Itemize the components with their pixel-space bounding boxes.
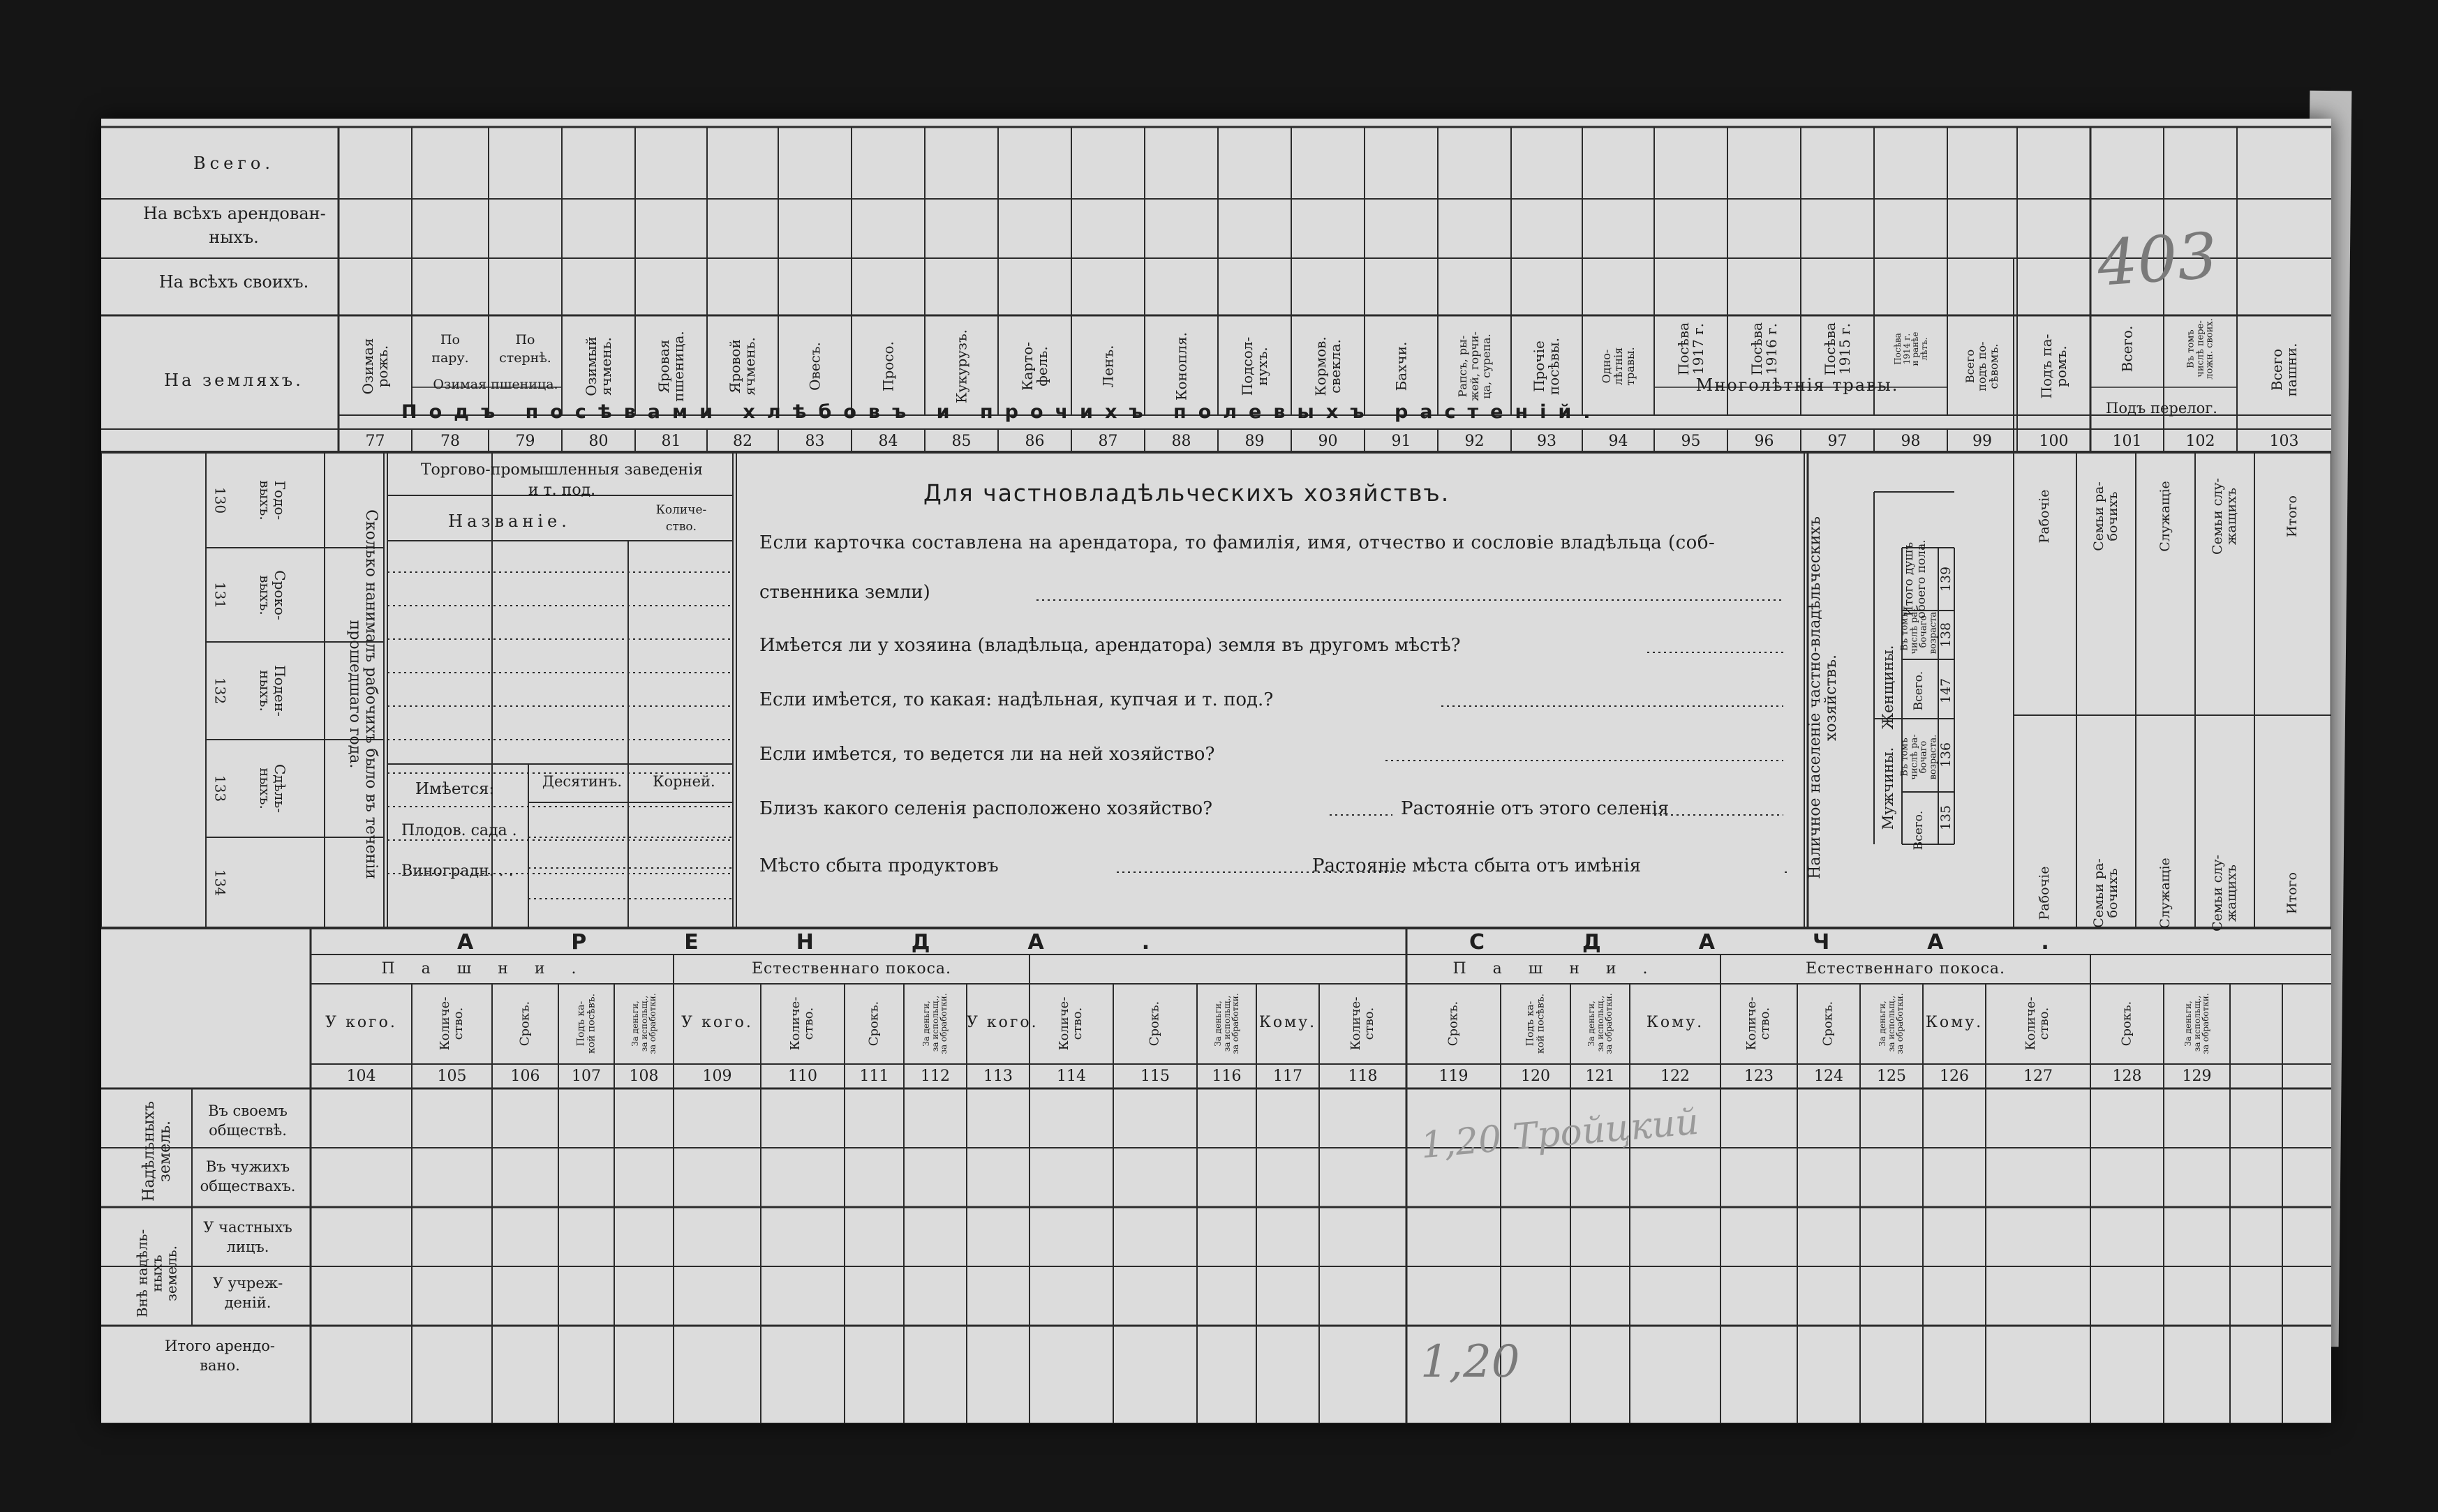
lease-number-106: 106 [510, 1068, 540, 1085]
livestock-label-132: Поден- ныхъ. [257, 665, 288, 717]
livestock-number-130: 130 [211, 486, 229, 514]
private-farms-title: Для частновладѣльческихъ хозяйствъ. [923, 479, 1450, 507]
crop-number-79: 79 [515, 433, 535, 450]
livestock-number-134: 134 [211, 869, 229, 897]
crop-column-85: Кукурузъ. [953, 329, 969, 404]
desyatin-header: Десятинъ. [542, 773, 623, 790]
lease-number-110: 110 [788, 1068, 817, 1085]
crop-column-97: Посѣва 1915 г. [1821, 322, 1853, 375]
livestock-number-131: 131 [211, 581, 229, 608]
lease-number-118: 118 [1348, 1068, 1378, 1085]
row-label-own: На всѣхъ своихъ. [158, 272, 309, 292]
pop-men-total: Всего. [1912, 810, 1926, 851]
crop-number-81: 81 [661, 433, 681, 450]
crop-number-78: 78 [440, 433, 460, 450]
crop-column-82: Яровой ячмень. [727, 337, 758, 396]
crop-number-98: 98 [1901, 433, 1921, 450]
lease-col-123: Количе- ство. [1744, 996, 1772, 1051]
group-label-fallow: Подъ перелог. [2106, 400, 2217, 417]
crop-column-88: Конопля. [1173, 332, 1189, 401]
hired-workers-label: Сколько нанималъ рабочихъ было въ теченіи прошедшаго года. [346, 509, 380, 879]
question-owner-cont: ственника земли) [759, 582, 930, 603]
lease-col-122: Кому. [1646, 1014, 1704, 1031]
crop-column-90: Кормов. свекла. [1311, 336, 1344, 396]
lease-col-120: Подъ ка- кой посѣвъ. [1524, 993, 1546, 1054]
crop-number-102: 102 [2185, 433, 2215, 450]
lease-col-105: Количе- ство. [437, 996, 466, 1051]
crop-number-77: 77 [365, 433, 385, 450]
lease-col-108: За деньги, за испольщ., за обработки. [630, 993, 657, 1054]
crop-column-93: Прочіе посѣвы. [1531, 337, 1562, 396]
crop-number-96: 96 [1754, 433, 1774, 450]
lease-number-120: 120 [1521, 1068, 1550, 1085]
group-allotment-lands: Надѣльныхъ земель. [140, 1101, 174, 1202]
worker-col-top-2: Служащіе [2157, 481, 2173, 552]
crop-number-91: 91 [1391, 433, 1411, 450]
pop-number-138: 138 [1938, 622, 1954, 648]
crop-number-92: 92 [1464, 433, 1485, 450]
crop-number-103: 103 [2269, 433, 2299, 450]
lease-number-127: 127 [2023, 1068, 2053, 1085]
pop-number-147: 147 [1938, 678, 1954, 704]
crop-number-84: 84 [878, 433, 898, 450]
lease-number-113: 113 [983, 1068, 1013, 1085]
crop-number-100: 100 [2039, 433, 2069, 450]
crop-column-92: Рапсъ, ры- жей, горчи- ца, сурепа. [1455, 331, 1492, 401]
question-village: Близъ какого селенія расположено хозяйство? [759, 798, 1213, 819]
worker-col-bottom-0: Рабочіе [2037, 866, 2053, 920]
lease-col-119: Срокъ. [1445, 1001, 1461, 1047]
question-land-type: Если имѣется, то какая: надѣльная, купчая и т. под.? [759, 689, 1274, 710]
lease-number-124: 124 [1814, 1068, 1843, 1085]
handwritten-sheet-number: 403 [2095, 219, 2220, 301]
crop-column-83: Овесъ. [806, 342, 823, 391]
lease-number-111: 111 [859, 1068, 889, 1085]
lease-col-125: За деньги, за испольщ., за обработки. [1878, 993, 1905, 1054]
crop-number-95: 95 [1681, 433, 1701, 450]
lease-col-129: За деньги, за испольщ., за обработки. [2183, 993, 2210, 1054]
lease-number-105: 105 [437, 1068, 467, 1085]
lease-number-125: 125 [1877, 1068, 1906, 1085]
lease-col-126: Кому. [1925, 1014, 1984, 1031]
lease-subgroup-2: Пашни. [1452, 960, 1674, 978]
lease-col-113: У кого. [967, 1014, 1039, 1031]
pop-men-label: Мужчины. [1879, 747, 1896, 830]
question-village-distance: Растояніе отъ этого селенія [1401, 798, 1670, 819]
lease-number-119: 119 [1439, 1068, 1469, 1085]
census-card [101, 119, 2331, 1423]
row-label-rented: На всѣхъ арендован- ныхъ. [143, 204, 326, 247]
crop-column-79: По стернѣ. [499, 332, 551, 366]
question-farming: Если имѣется, то ведется ли на ней хозяйство? [759, 744, 1215, 765]
crop-column-77: Озимая рожь. [359, 338, 391, 395]
pop-women-working: Въ томъ числѣ ра- бочаго возраста. [1899, 608, 1939, 654]
handwritten-note-b: 1,20 [1420, 1336, 1520, 1388]
worker-col-bottom-1: Семьи ра- бочихъ [2090, 858, 2120, 928]
lease-number-109: 109 [702, 1068, 732, 1085]
livestock-number-133: 133 [211, 774, 229, 802]
crop-column-89: Подсол- нухъ. [1238, 336, 1270, 396]
lease-number-114: 114 [1057, 1068, 1086, 1085]
pop-number-139: 139 [1938, 566, 1954, 592]
group-label-perennial-grass: Многолѣтнія травы. [1695, 375, 1899, 395]
lease-col-124: Срокъ. [1820, 1001, 1836, 1047]
question-market: Мѣсто сбыта продуктовъ [759, 855, 999, 876]
population-label: Наличное населеніе частно-владѣльческихъ хозяйствъ. [1806, 516, 1840, 879]
lease-subgroup-1: Естественнаго покоса. [751, 960, 951, 978]
livestock-label-133: Сдѣль- ныхъ. [257, 763, 288, 814]
handwritten-note-a: 1,20 Тройцкий [1419, 1100, 1701, 1167]
crop-column-94: Одно- лѣтнія травы. [1599, 347, 1636, 386]
crop-number-101: 101 [2112, 433, 2142, 450]
row-label-total: Всего. [193, 154, 274, 173]
sdacha-title: СДАЧА. [1469, 930, 2147, 955]
crop-number-93: 93 [1537, 433, 1556, 450]
lease-number-116: 116 [1212, 1068, 1242, 1085]
lease-col-109: У кого. [681, 1014, 753, 1031]
worker-col-bottom-4: Итого [2284, 872, 2301, 914]
crop-number-94: 94 [1608, 433, 1628, 450]
arenda-title: АРЕНДА. [457, 930, 1248, 955]
crop-column-100: Подъ па- ромъ. [2037, 334, 2069, 399]
livestock-label-131: Сроко- выхъ. [257, 569, 288, 620]
lease-number-123: 123 [1744, 1068, 1774, 1085]
worker-col-top-1: Семьи ра- бочихъ [2090, 481, 2120, 551]
worker-col-top-0: Рабочіе [2037, 489, 2053, 544]
worker-col-bottom-2: Служащіе [2157, 858, 2173, 929]
crop-number-89: 89 [1244, 433, 1265, 450]
trade-qty-header: Количе- ство. [655, 503, 707, 534]
crop-column-84: Просо. [879, 341, 896, 391]
crop-number-85: 85 [951, 433, 972, 450]
worker-col-top-3: Семьи слу- жащихъ [2209, 478, 2239, 555]
row-institutions: У учреж- деній. [212, 1275, 283, 1312]
row-other-communities: Въ чужихъ обществахъ. [200, 1158, 296, 1195]
lease-subgroup-0: Пашни. [381, 960, 603, 978]
crop-number-82: 82 [733, 433, 752, 450]
crop-column-95: Посѣва 1917 г. [1674, 322, 1707, 375]
livestock-label-130: Годо- выхъ. [257, 479, 288, 521]
lease-number-121: 121 [1585, 1068, 1615, 1085]
crop-number-88: 88 [1171, 433, 1191, 450]
lease-col-107: Подъ ка- кой посѣвъ. [575, 993, 597, 1054]
lease-number-126: 126 [1940, 1068, 1969, 1085]
lease-number-122: 122 [1660, 1068, 1690, 1085]
band-label-crops: Подъ посѣвами хлѣбовъ и прочихъ полевыхъ растеній. [401, 401, 1603, 423]
crop-column-80: Озимый ячмень. [582, 336, 614, 396]
lease-col-118: Количе- ство. [1348, 996, 1376, 1051]
vineyard-label: Виноградн. . . [401, 862, 514, 880]
lease-col-110: Количе- ство. [788, 996, 816, 1051]
lease-col-127: Количе- ство. [2023, 996, 2051, 1051]
crop-number-80: 80 [588, 433, 609, 450]
lease-number-117: 117 [1273, 1068, 1302, 1085]
crop-column-87: Ленъ. [1099, 345, 1116, 388]
orchard-label: Плодов. сада . [401, 822, 517, 839]
worker-col-top-4: Итого [2284, 495, 2301, 537]
has-label: Имѣется: [415, 780, 495, 798]
lease-col-111: Срокъ. [866, 1001, 882, 1047]
lease-col-106: Срокъ. [517, 1001, 533, 1047]
livestock-number-132: 132 [211, 677, 229, 705]
crop-column-78: По пару. [431, 332, 469, 366]
trade-title: Торгово-промышленныя заведенія и т. под. [420, 461, 704, 499]
question-market-distance: Растояніе мѣста сбыта отъ имѣнія [1312, 855, 1642, 876]
crop-column-91: Бахчи. [1392, 341, 1409, 391]
crop-column-98: Посѣва 1914 г. и ранѣе лѣтъ. [1892, 331, 1929, 366]
crop-number-99: 99 [1972, 433, 1992, 450]
crop-column-96: Посѣва 1916 г. [1748, 322, 1780, 375]
lease-col-114: Количе- ство. [1057, 996, 1085, 1051]
lease-number-108: 108 [629, 1068, 659, 1085]
crop-number-86: 86 [1025, 433, 1045, 450]
group-label-winter-wheat: Озимая пшеница. [433, 377, 558, 392]
pop-total-label: Итого душъ обоего пола. [1902, 539, 1928, 619]
worker-col-bottom-3: Семьи слу- жащихъ [2209, 855, 2239, 931]
row-own-community: Въ своемъ обществѣ. [208, 1102, 288, 1139]
bottom-lease-table [101, 119, 2331, 1423]
lease-number-107: 107 [572, 1068, 601, 1085]
lease-subgroup-3: Естественнаго покоса. [1805, 960, 2005, 978]
row-private-persons: У частныхъ лицъ. [203, 1219, 292, 1256]
lease-number-128: 128 [2112, 1068, 2142, 1085]
crop-number-97: 97 [1827, 433, 1848, 450]
crop-number-90: 90 [1318, 433, 1338, 450]
pop-women-total: Всего. [1912, 671, 1926, 711]
pop-number-136: 136 [1938, 742, 1954, 768]
pop-number-135: 135 [1938, 804, 1954, 831]
lease-col-121: За деньги, за испольщ., за обработки. [1586, 993, 1614, 1054]
row-label-lands: На земляхъ. [164, 370, 304, 390]
group-non-allotment-lands: Внѣ надѣль- ныхъ земель. [133, 1229, 180, 1318]
trade-name-header: Названіе. [448, 511, 571, 531]
crop-column-102: Въ томъ числѣ пере- ложн. своих. [2185, 318, 2215, 380]
lease-col-104: У кого. [325, 1014, 397, 1031]
crop-column-103: Всего пашни. [2268, 343, 2300, 397]
pop-men-working: Въ томъ числѣ ра- бочаго возраста. [1899, 734, 1939, 780]
question-other-land: Имѣется ли у хозяина (владѣльца, арендатора) земля въ другомъ мѣстѣ? [759, 635, 1461, 656]
pop-women-label: Женщины. [1879, 645, 1896, 730]
lease-col-128: Срокъ. [2119, 1001, 2134, 1047]
lease-col-112: За деньги, за испольщ., за обработки. [921, 993, 949, 1054]
korney-header: Корней. [653, 773, 715, 790]
lease-number-112: 112 [921, 1068, 950, 1085]
crop-column-99: Всего подъ по- сѣвомъ. [1963, 341, 2000, 391]
lease-number-129: 129 [2182, 1068, 2212, 1085]
question-owner: Если карточка составлена на арендатора, то фамилія, имя, отчество и сословіе владѣльца (соб- [759, 532, 1716, 553]
lease-col-115: Срокъ. [1147, 1001, 1162, 1047]
lease-number-115: 115 [1140, 1068, 1170, 1085]
crop-column-81: Яровая пшеница. [655, 331, 687, 402]
crop-column-101: Всего. [2118, 325, 2135, 373]
row-total-rented: Итого арендо- вано. [165, 1338, 275, 1375]
lease-number-104: 104 [346, 1068, 376, 1085]
lease-col-117: Кому. [1258, 1014, 1317, 1031]
crop-number-87: 87 [1098, 433, 1118, 450]
crop-column-86: Карто- фель. [1018, 341, 1050, 391]
crop-number-83: 83 [805, 433, 825, 450]
lease-col-116: За деньги, за испольщ., за обработки. [1212, 993, 1240, 1054]
